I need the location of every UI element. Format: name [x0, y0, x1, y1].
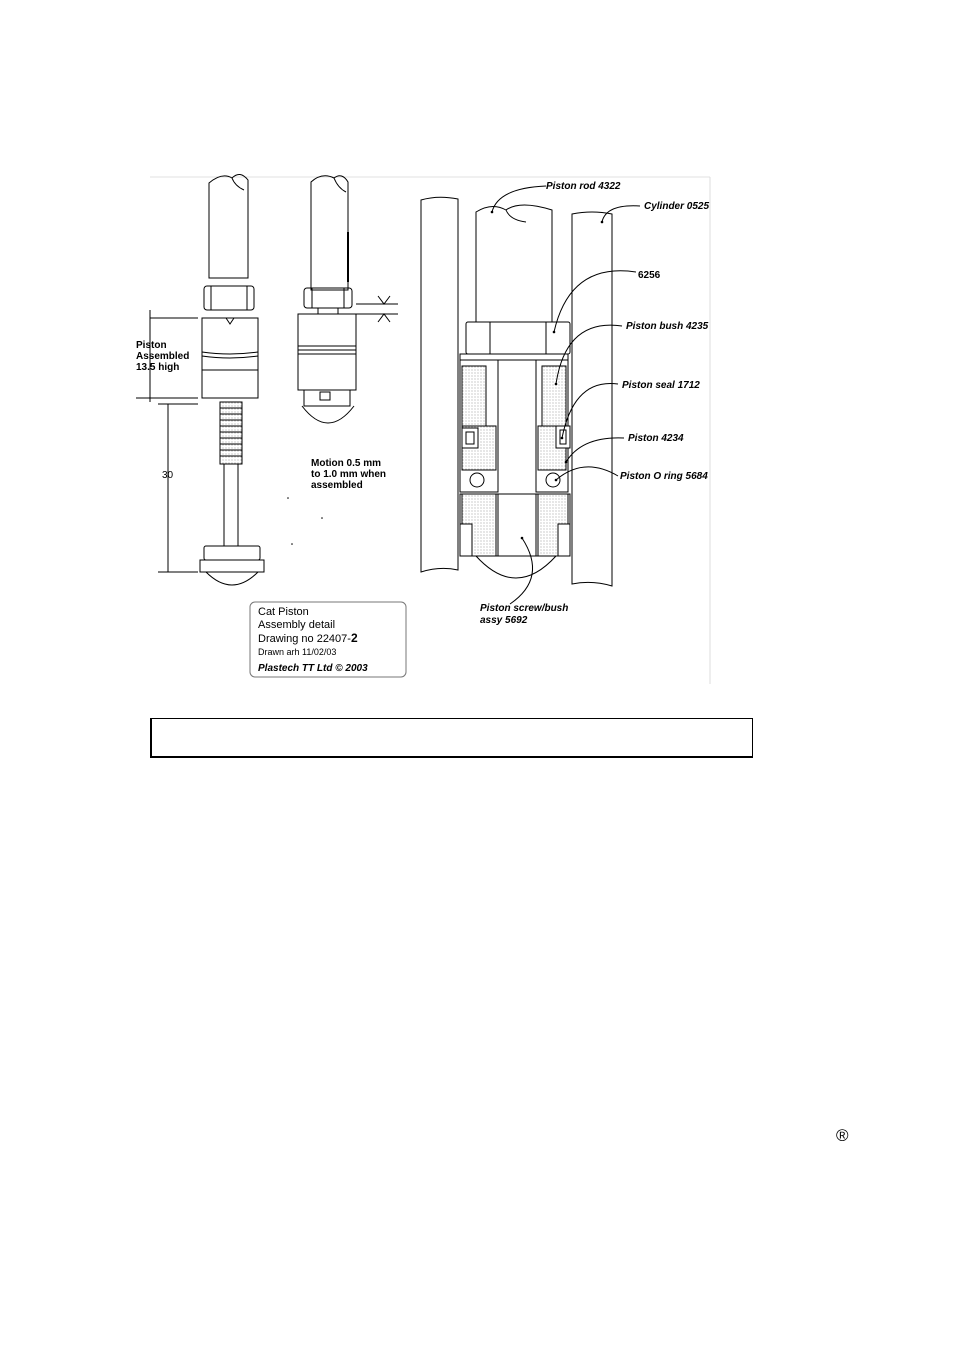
o-ring-right	[546, 473, 560, 487]
label-piston: Piston 4234	[628, 433, 684, 444]
exploded-screw-shank	[224, 464, 238, 546]
assembled-nut	[304, 288, 352, 308]
label-cylinder: Cylinder 0525	[644, 201, 710, 212]
note-assembled-3: 13.5 high	[136, 362, 180, 373]
title-company: Plastech TT Ltd	[258, 663, 333, 674]
piston-bush-left	[462, 366, 486, 426]
title-line-1: Cat Piston	[258, 606, 309, 618]
o-ring-left	[470, 473, 484, 487]
assembled-view	[298, 176, 398, 423]
note-motion-2: to 1.0 mm when	[311, 469, 387, 480]
title-line-3	[258, 631, 358, 645]
exploded-view	[200, 174, 264, 585]
rod-break-line	[232, 178, 244, 190]
piston-rod	[476, 205, 552, 322]
copyright-symbol: ©	[335, 663, 343, 674]
title-line-3-rev: 2	[350, 631, 358, 645]
label-piston-seal: Piston seal 1712	[622, 380, 700, 391]
registered-mark: ®	[836, 1126, 849, 1145]
cylinder-wall-left	[421, 197, 458, 572]
label-screw-bush-2: assy 5692	[480, 615, 528, 626]
piston-seal-left	[462, 428, 478, 448]
label-o-ring: Piston O ring 5684	[620, 471, 708, 482]
note-assembled-2: Assembled	[136, 351, 190, 362]
piston-seal-right	[556, 426, 570, 448]
piston-bush-right	[542, 366, 566, 426]
label-piston-bush: Piston bush 4235	[626, 321, 709, 332]
title-year: 2003	[345, 663, 368, 674]
title-line-4: Drawn arh 11/02/03	[258, 647, 337, 657]
screw-dome	[476, 556, 556, 578]
label-screw-bush-1: Piston screw/bush	[480, 603, 569, 614]
exploded-rod	[209, 174, 248, 278]
dimension-value: 30	[162, 470, 174, 481]
assembled-rod	[311, 176, 348, 290]
label-nut: 6256	[638, 270, 661, 281]
exploded-screw-thread	[220, 402, 242, 464]
title-line-5	[258, 663, 368, 674]
title-line-3-prefix: Drawing no 22407-	[258, 633, 351, 645]
label-piston-rod: Piston rod 4322	[546, 181, 621, 192]
note-motion-1: Motion 0.5 mm	[311, 458, 382, 469]
nut-6256	[466, 322, 570, 354]
note-assembled-1: Piston	[136, 340, 167, 351]
note-motion-3: assembled	[311, 480, 363, 491]
section-view	[421, 197, 612, 586]
title-line-2: Assembly detail	[258, 619, 336, 631]
title-block	[250, 602, 406, 677]
caption-box	[150, 718, 753, 758]
exploded-screw-head	[204, 546, 260, 560]
assembled-piston	[298, 314, 356, 390]
